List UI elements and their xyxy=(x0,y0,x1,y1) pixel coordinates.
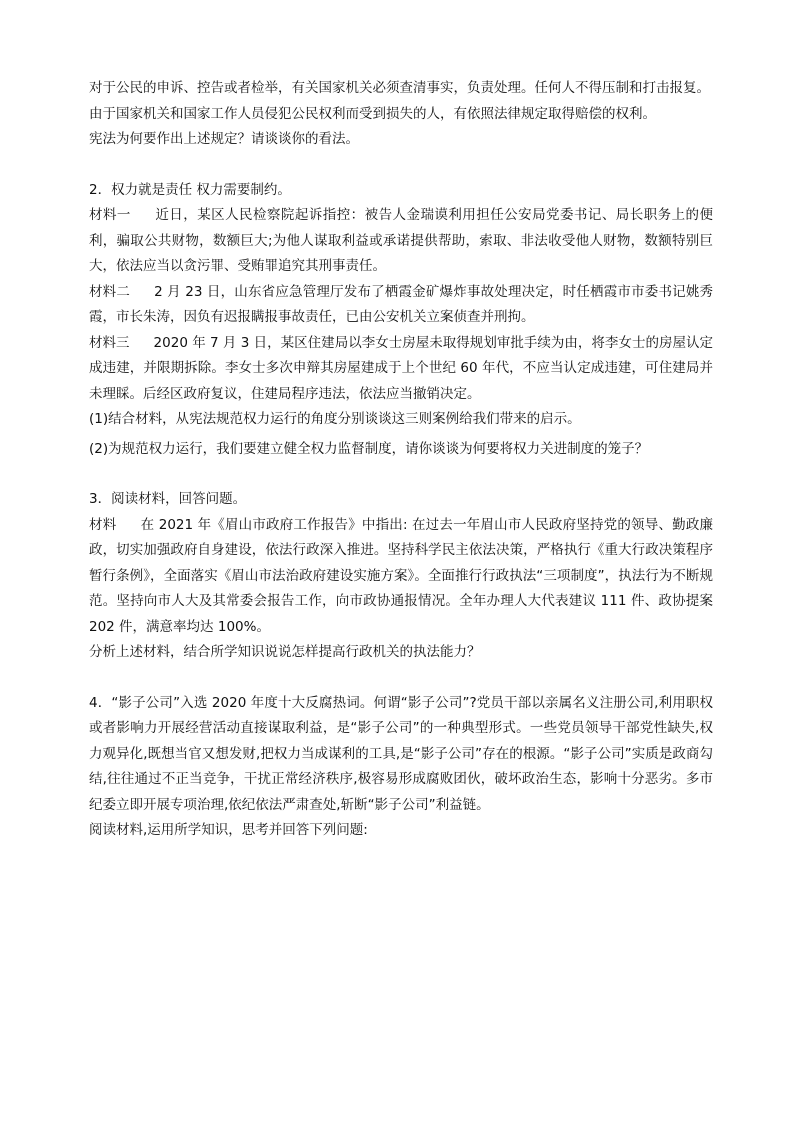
q4-instruction: 阅读材料,运用所学知识，思考并回答下列问题: xyxy=(89,822,368,838)
document-body xyxy=(89,76,713,844)
intro-paragraph-1: 对于公民的申诉、控告或者检举，有关国家机关必须查清事实，负责处理。任何人不得压制和打击报复。 xyxy=(89,80,710,96)
section-gap xyxy=(89,666,713,691)
q3-title: 3．阅读材料，回答问题。 xyxy=(89,491,247,507)
q2-material-2-label: 材料二 xyxy=(89,283,131,300)
intro-question: 宪法为何要作出上述规定？请谈谈你的看法。 xyxy=(89,131,359,147)
intro-paragraph-2: 由于国家机关和国家工作人员侵犯公民权利而受到损失的人，有依照法律规定取得赔偿的权利。 xyxy=(89,105,656,122)
q2-material-3-label: 材料三 xyxy=(89,334,130,351)
q2-material-1-label: 材料一 xyxy=(89,207,131,223)
q2-material-1 xyxy=(89,203,713,280)
q2-subquestion-2: (2)为规范权力运行，我们要建立健全权力监督制度，请你谈谈为何要将权力关进制度的笼子？ xyxy=(89,440,649,457)
q2-material-2-text: 2 月 23 日，山东省应急管理厅发布了栖霞金矿爆炸事故处理决定，时任栖霞市市委书记姚秀霞，市长朱涛，因负有迟报瞒报事故责任，已由公安机关立案侦查并刑拘。 xyxy=(89,283,714,325)
q4-paragraph: 4．“影子公司”入选 2020 年度十大反腐热词。何谓“影子公司”?党员干部以亲属名义注册公司,利用职权或者影响力开展经营活动直接谋取利益，是“影子公司”的一种典型形式。一些党员领导干部党性缺失,权力观异化,既想当官又想发财,把权力当成谋利的工具,是“影子公司”存在的根源。“影子公司”实质是政商勾结,往往通过不正当竞争，干扰正常经济秩序,极容易形成腐败团伙，破坏政治生态，影响十分恶劣。多市纪委立即开展专项治理,依纪依法严肃查处,斩断“影子公司”利益链。 xyxy=(89,694,713,813)
q2-title: 2．权力就是责任 权力需要制约。 xyxy=(89,181,291,198)
q2-material-3-text: 2020 年 7 月 3 日，某区住建局以李女士房屋未取得规划审批手续为由，将李女士的房屋认定成违建，并限期拆除。李女士多次申辩其房屋建成于上个世纪 60 年代，不应当认定成违建，可住建局并未理睬。后经区政府复议，住建局程序违法，依法应当撤销决定。 xyxy=(89,334,714,402)
section-gap xyxy=(89,153,713,178)
q3-material-label: 材料 xyxy=(89,516,117,533)
q2-material-1-text: 近日，某区人民检察院起诉指控：被告人金瑞谟利用担任公安局党委书记、局长职务上的便利，骗取公共财物，数额巨大;为他人谋取利益或承诺提供帮助，索取、非法收受他人财物，数额特别巨大，依法应当以贪污罪、受贿罪追究其刑事责任。 xyxy=(89,207,714,274)
q3-material-text: 在 2021 年《眉山市政府工作报告》中指出: 在过去一年眉山市人民政府坚持党的领导、勤政廉政，切实加强政府自身建设，依法行政深入推进。坚持科学民主依法决策，严格执行《重大行政决策程序暂行条例》，全面落实《眉山市法治政府建设实施方案》。全面推行行政执法“三项制度”，执法行为不断规范。坚持向市人大及其常委会报告工作，向市政协通报情况。全年办理人大代表建议 111 件、政协提案 202 件，满意率均达 100%。 xyxy=(89,516,714,635)
q3-material xyxy=(89,513,713,641)
section-gap xyxy=(89,462,713,487)
q2-material-2 xyxy=(89,280,713,331)
q2-subquestion-1: (1)结合材料，从宪法规范权力运行的角度分别谈谈这三则案例给我们带来的启示。 xyxy=(89,411,581,427)
q3-question: 分析上述材料，结合所学知识说说怎样提高行政机关的执法能力？ xyxy=(89,644,481,660)
q2-material-3 xyxy=(89,331,713,408)
